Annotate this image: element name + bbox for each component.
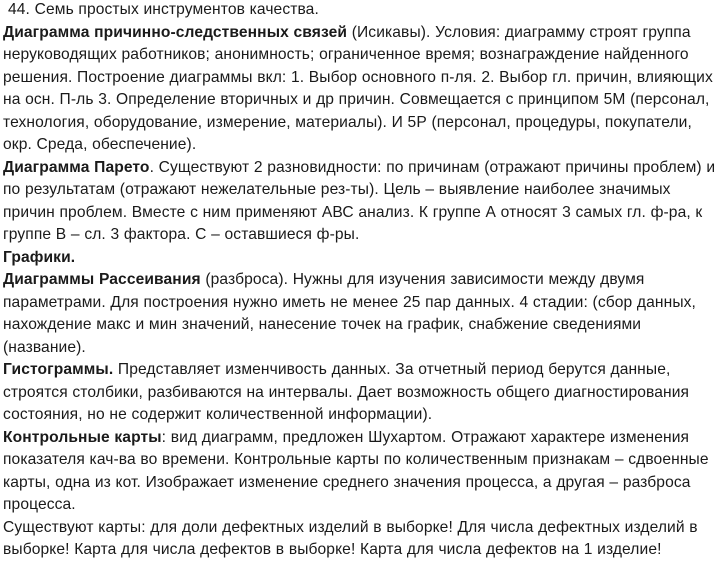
- text-histogram: Представляет изменчивость данных. За отчетный период берутся данные, строятся столбики, разбиваются на интервалы. Дает возможность общего диагностирования состояния, но не содержит количественной информации).: [3, 361, 690, 423]
- paragraph-scatter: [3, 269, 717, 359]
- paragraph-control-charts: [3, 427, 717, 517]
- text-scatter: (разброса). Нужны для изучения зависимости между двумя параметрами. Для построения нужно иметь не менее 25 пар данных. 4 стадии: (сбор данных, нахождение макс и мин значений, нанесение точек на график, снабжение сведениями (название).: [3, 271, 696, 356]
- text-ishikawa: (Исикавы). Условия: диаграмму строят группа неруководящих работников; анонимность; ограниченное время; вознаграждение найденного решения. Построение диаграммы вкл: 1. Выбор основного п-ля. 2. Выбор гл. причин, влияющих на осн. П-ль 3. Определение вторичных и др причин. Совмещается с принципом 5М (персонал, технология, оборудование, измерение, материалы). И 5Р (персонал, процедуры, покупатели, окр. Среда, обеспечение).: [3, 23, 713, 153]
- term-scatter: Диаграммы Рассеивания: [3, 271, 201, 288]
- paragraph-histogram: [3, 359, 717, 427]
- document-body: [3, 0, 717, 562]
- term-histogram: Гистограммы.: [3, 361, 114, 378]
- text-control-charts: : вид диаграмм, предложен Шухартом. Отражают характере изменения показателя кач-ва во времени. Контрольные карты по количественным признакам – сдвоенные карты, одна из кот. Изображает изменение среднего значения процесса, а другая – разброса процесса.: [3, 428, 709, 513]
- paragraph-graphs: [3, 247, 717, 270]
- paragraph-pareto: [3, 157, 717, 247]
- term-pareto: Диаграмма Парето: [3, 158, 150, 176]
- paragraph-closing: Существуют карты: для доли дефектных изделий в выборке! Для числа дефектных изделий в выборке! Карта для числа дефектов в выборке! Карта для числа дефектов на 1 изделие!: [3, 518, 698, 558]
- term-graphs: Графики.: [3, 248, 76, 266]
- term-ishikawa: Диаграмма причинно-следственных связей: [3, 23, 348, 41]
- paragraph-ishikawa: [3, 22, 717, 157]
- text-pareto: . Существуют 2 разновидности: по причинам (отражают причины проблем) и по результатам (отражают нежелательные рез-ты). Цель – выявление наиболее значимых причин проблем. Вместе с ним применяют АВС анализ. К группе А относят 3 самых гл. ф-ра, к группе В – сл. 3 фактора. С – оставшиеся ф-ры.: [3, 158, 716, 243]
- document-title: 44. Семь простых инструментов качества.: [8, 1, 319, 18]
- term-control-charts: Контрольные карты: [3, 428, 162, 446]
